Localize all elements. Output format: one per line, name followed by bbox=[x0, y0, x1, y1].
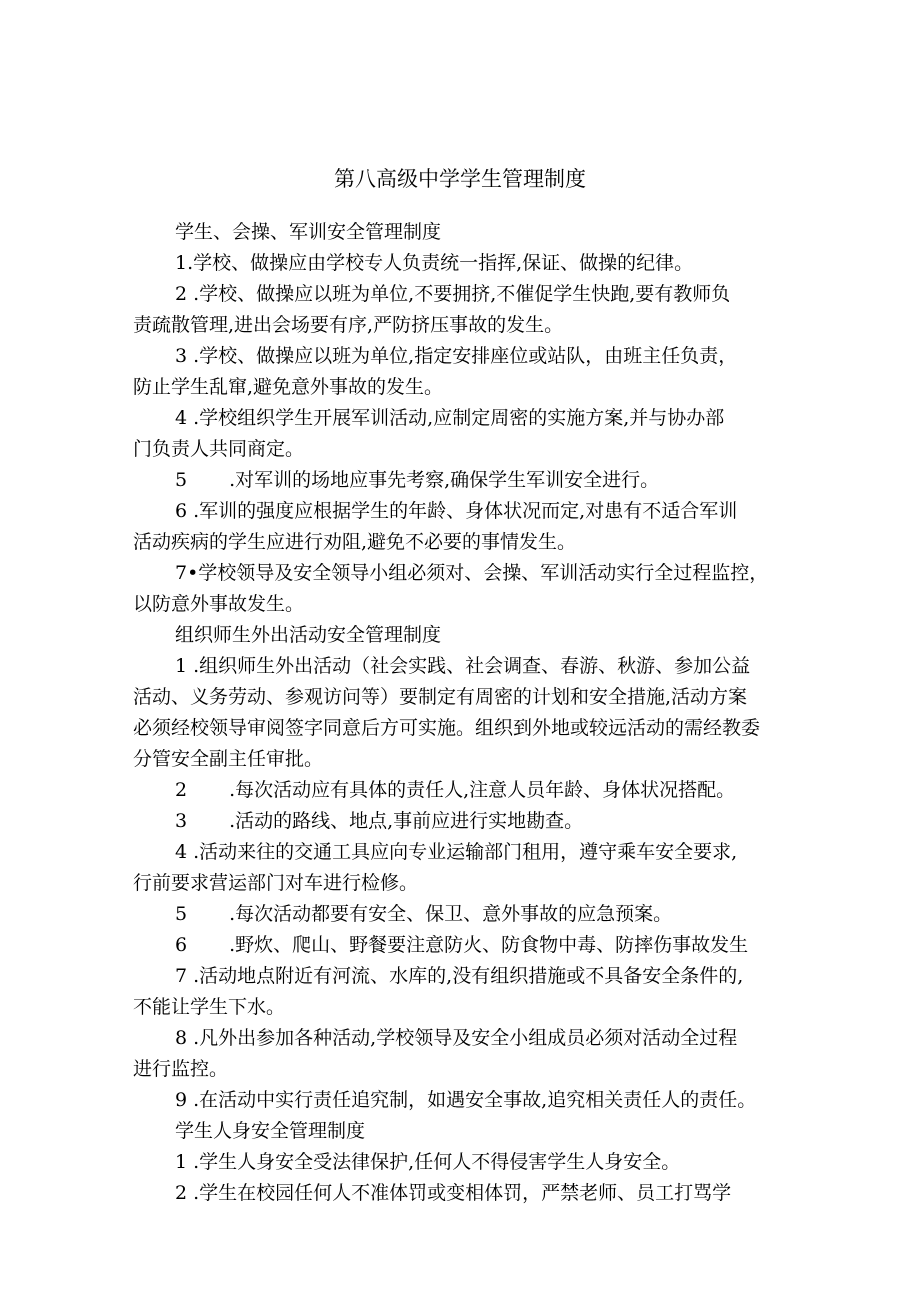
paragraph-line: 9 .在活动中实行责任追究制，如遇安全事故,追究相关责任人的责任。 bbox=[175, 1089, 757, 1111]
line-text: .对军训的场地应事先考察,确保学生军训安全进行。 bbox=[229, 469, 660, 491]
paragraph-line: 分管安全副主任审批。 bbox=[133, 748, 324, 770]
item-number: 3 bbox=[175, 810, 188, 832]
item-number: 2 bbox=[175, 779, 188, 801]
item-number: 6 bbox=[175, 934, 188, 956]
paragraph-line bbox=[133, 465, 805, 496]
paragraph-line: 7•学校领导及安全领导小组必须对、会操、军训活动实行全过程监控， bbox=[175, 562, 769, 584]
paragraph-line: 防止学生乱窜,避免意外事故的发生。 bbox=[133, 376, 444, 398]
paragraph-line: 4 .活动来往的交通工具应向专业运输部门租用，遵守乘车安全要求, bbox=[175, 841, 738, 863]
paragraph-line: 1.学校、做操应由学校专人负责统一指挥,保证、做操的纪律。 bbox=[175, 252, 694, 274]
paragraph-line: 学生人身安全管理制度 bbox=[175, 1120, 366, 1142]
paragraph-line: 以防意外事故发生。 bbox=[133, 593, 305, 615]
paragraph-line: 门负责人共同商定。 bbox=[133, 438, 305, 460]
paragraph-line bbox=[133, 930, 805, 961]
paragraph-line: 进行监控。 bbox=[133, 1058, 229, 1080]
paragraph-line: 必须经校领导审阅签字同意后方可实施。组织到外地或较远活动的需经教委 bbox=[133, 717, 761, 739]
paragraph-line: 活动疾病的学生应进行劝阻,避免不必要的事情发生。 bbox=[133, 531, 577, 553]
line-text: .每次活动都要有安全、保卫、意外事故的应急预案。 bbox=[229, 903, 673, 925]
item-number: 5 bbox=[175, 469, 188, 491]
paragraph-line: 2 .学校、做操应以班为单位,不要拥挤,不催促学生快跑,要有教师负 bbox=[175, 283, 731, 305]
paragraph-line bbox=[133, 806, 805, 837]
paragraph-line: 6 .军训的强度应根据学生的年龄、身体状况而定,对患有不适合军训 bbox=[175, 500, 738, 522]
paragraph-line bbox=[133, 775, 805, 806]
line-text: .活动的路线、地点,事前应进行实地勘查。 bbox=[229, 810, 584, 832]
item-number: 5 bbox=[175, 903, 188, 925]
document-body bbox=[133, 217, 805, 1209]
paragraph-line: 1 .组织师生外出活动（社会实践、社会调查、春游、秋游、参加公益 bbox=[175, 655, 751, 677]
paragraph-line: 2 .学生在校园任何人不准体罚或变相体罚，严禁老师、员工打骂学 bbox=[175, 1182, 732, 1204]
paragraph-line: 学生、会操、军训安全管理制度 bbox=[175, 221, 442, 243]
paragraph-line: 组织师生外出活动安全管理制度 bbox=[175, 624, 442, 646]
paragraph-line: 行前要求营运部门对车进行检修。 bbox=[133, 872, 419, 894]
paragraph-line: 活动、义务劳动、参观访问等）要制定有周密的计划和安全措施,活动方案 bbox=[133, 686, 748, 708]
paragraph-line: 8 .凡外出参加各种活动,学校领导及安全小组成员必须对活动全过程 bbox=[175, 1027, 738, 1049]
document-title: 第八高级中学学生管理制度 bbox=[334, 167, 586, 191]
line-text: .每次活动应有具体的责任人,注意人员年龄、身体状况搭配。 bbox=[229, 779, 736, 801]
paragraph-line: 不能让学生下水。 bbox=[133, 996, 286, 1018]
line-text: .野炊、爬山、野餐要注意防火、防食物中毒、防摔伤事故发生 bbox=[229, 934, 749, 956]
paragraph-line: 7 .活动地点附近有河流、水库的,没有组织措施或不具备安全条件的, bbox=[175, 965, 744, 987]
paragraph-line: 1 .学生人身安全受法律保护,任何人不得侵害学生人身安全。 bbox=[175, 1151, 681, 1173]
paragraph-line: 责疏散管理,进出会场要有序,严防挤压事故的发生。 bbox=[133, 314, 564, 336]
paragraph-line: 4 .学校组织学生开展军训活动,应制定周密的实施方案,并与协办部 bbox=[175, 407, 725, 429]
paragraph-line: 3 .学校、做操应以班为单位,指定安排座位或站队，由班主任负责， bbox=[175, 345, 738, 367]
paragraph-line bbox=[133, 899, 805, 930]
